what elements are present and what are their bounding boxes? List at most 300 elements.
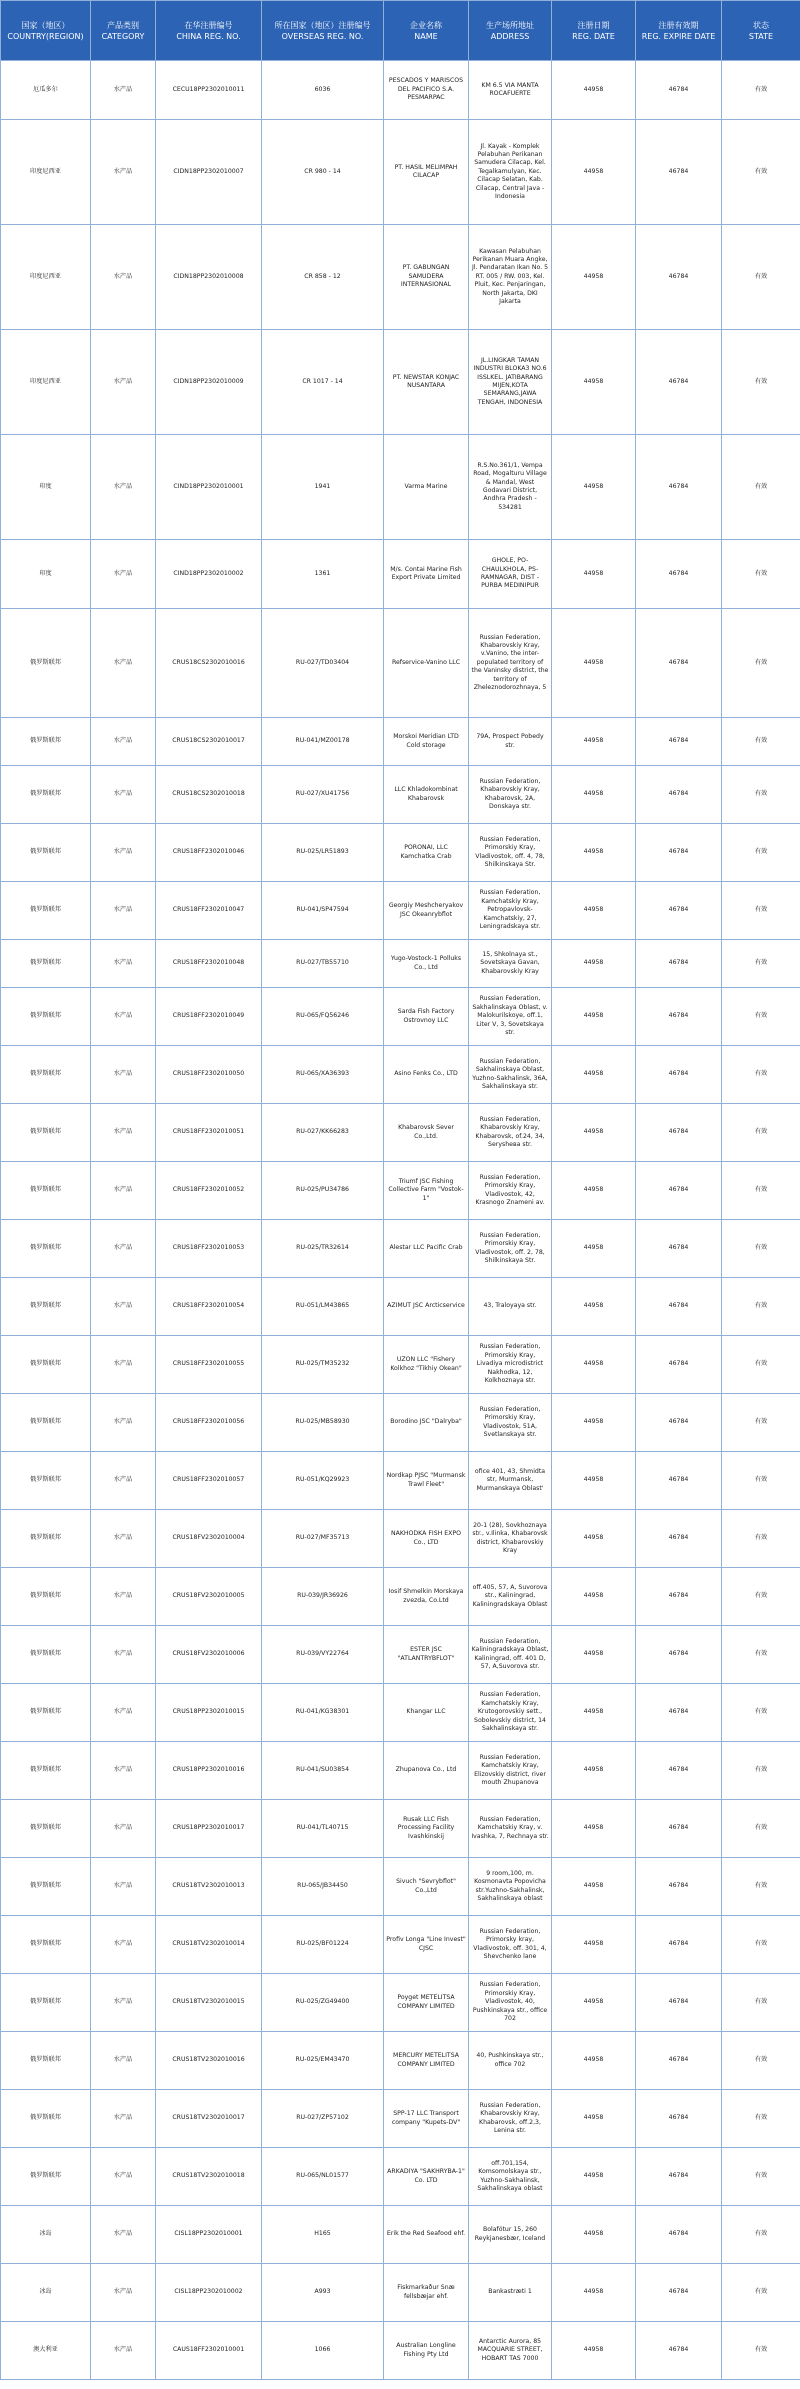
table-row bbox=[1, 1452, 800, 1510]
cell-expire-date: 46784 bbox=[636, 824, 722, 882]
cell-state: 有效 bbox=[722, 330, 800, 435]
cell-expire-date: 46784 bbox=[636, 61, 722, 120]
cell-name: M/s. Contai Marine Fish Export Private Limited bbox=[384, 540, 469, 609]
cell-reg-date: 44958 bbox=[552, 1626, 636, 1684]
cell-overseas-reg-no: RU-025/ZG49400 bbox=[262, 1974, 384, 2032]
cell-address: Russian Federation, Khabarovskiy Kray, Khabarovsk, of.24, 34, Seryshева str. bbox=[469, 1104, 552, 1162]
cell-category: 水产品 bbox=[91, 940, 156, 988]
cell-country: 俄罗斯联邦 bbox=[1, 1336, 91, 1394]
cell-name: Morskoi Meridian LTD Cold storage bbox=[384, 718, 469, 766]
table-row bbox=[1, 882, 800, 940]
cell-overseas-reg-no: 6036 bbox=[262, 61, 384, 120]
table-row bbox=[1, 2148, 800, 2206]
cell-name: NAKHODKA FISH EXPO Co., LTD bbox=[384, 1510, 469, 1568]
cell-china-reg-no: CRUS18FV2302010005 bbox=[156, 1568, 262, 1626]
cell-expire-date: 46784 bbox=[636, 2322, 722, 2380]
cell-country: 俄罗斯联邦 bbox=[1, 609, 91, 718]
cell-country: 印度 bbox=[1, 435, 91, 540]
cell-overseas-reg-no: 1066 bbox=[262, 2322, 384, 2380]
cell-china-reg-no: CRUS18FF2302010047 bbox=[156, 882, 262, 940]
cell-overseas-reg-no: RU-065/JB34450 bbox=[262, 1858, 384, 1916]
cell-overseas-reg-no: RU-051/KQ29923 bbox=[262, 1452, 384, 1510]
header-category-en: CATEGORY bbox=[101, 31, 145, 41]
cell-overseas-reg-no: 1941 bbox=[262, 435, 384, 540]
cell-country: 俄罗斯联邦 bbox=[1, 988, 91, 1046]
cell-address: Russian Federation, Primorsky kray, Vladivostok, off. 301, 4, Shevchenko lane bbox=[469, 1916, 552, 1974]
table-row bbox=[1, 1800, 800, 1858]
cell-overseas-reg-no: RU-065/XA36393 bbox=[262, 1046, 384, 1104]
cell-state: 有效 bbox=[722, 1104, 800, 1162]
cell-expire-date: 46784 bbox=[636, 1626, 722, 1684]
cell-country: 俄罗斯联邦 bbox=[1, 940, 91, 988]
cell-expire-date: 46784 bbox=[636, 1220, 722, 1278]
cell-reg-date: 44958 bbox=[552, 1104, 636, 1162]
cell-expire-date: 46784 bbox=[636, 1162, 722, 1220]
cell-country: 俄罗斯联邦 bbox=[1, 1742, 91, 1800]
cell-name: Alestar LLC Pacific Crab bbox=[384, 1220, 469, 1278]
cell-china-reg-no: CRUS18TV2302010014 bbox=[156, 1916, 262, 1974]
cell-overseas-reg-no: RU-041/SU03854 bbox=[262, 1742, 384, 1800]
cell-overseas-reg-no: CR 1017 - 14 bbox=[262, 330, 384, 435]
header-address bbox=[469, 1, 552, 61]
cell-country: 俄罗斯联邦 bbox=[1, 2090, 91, 2148]
cell-reg-date: 44958 bbox=[552, 2090, 636, 2148]
cell-overseas-reg-no: RU-025/MB58930 bbox=[262, 1394, 384, 1452]
cell-overseas-reg-no: RU-027/KK66283 bbox=[262, 1104, 384, 1162]
cell-expire-date: 46784 bbox=[636, 1742, 722, 1800]
cell-country: 俄罗斯联邦 bbox=[1, 1626, 91, 1684]
cell-category: 水产品 bbox=[91, 609, 156, 718]
cell-address: Russian Federation, Primorskiy Kray, Vladivostok, off. 2, 78, Shilkinskaya Str. bbox=[469, 1220, 552, 1278]
cell-name: PT. HASIL MELIMPAH CILACAP bbox=[384, 120, 469, 225]
cell-reg-date: 44958 bbox=[552, 1162, 636, 1220]
table-row bbox=[1, 988, 800, 1046]
cell-china-reg-no: CRUS18PP2302010015 bbox=[156, 1684, 262, 1742]
cell-reg-date: 44958 bbox=[552, 2148, 636, 2206]
cell-china-reg-no: CRUS18FV2302010006 bbox=[156, 1626, 262, 1684]
cell-address: Russian Federation, Primorskiy Kray, Vladivostok, 51A, Svetlanskaya str. bbox=[469, 1394, 552, 1452]
cell-expire-date: 46784 bbox=[636, 1510, 722, 1568]
cell-name: Erik the Red Seafood ehf. bbox=[384, 2206, 469, 2264]
cell-reg-date: 44958 bbox=[552, 1278, 636, 1336]
cell-state: 有效 bbox=[722, 1046, 800, 1104]
cell-name: Borodino JSC "Dalryba" bbox=[384, 1394, 469, 1452]
cell-overseas-reg-no: RU-027/ZP57102 bbox=[262, 2090, 384, 2148]
cell-address: Russian Federation, Khabarovskiy Kray, Khabarovsk, off.2,3, Lenina str. bbox=[469, 2090, 552, 2148]
cell-china-reg-no: CRUS18FF2302010056 bbox=[156, 1394, 262, 1452]
cell-address: 20-1 (28), Sovkhoznaya str., v.Ilinka, Khabarovsk district, Khabarovskiy Kray bbox=[469, 1510, 552, 1568]
cell-reg-date: 44958 bbox=[552, 540, 636, 609]
cell-category: 水产品 bbox=[91, 824, 156, 882]
cell-reg-date: 44958 bbox=[552, 435, 636, 540]
cell-reg-date: 44958 bbox=[552, 2032, 636, 2090]
cell-expire-date: 46784 bbox=[636, 1394, 722, 1452]
cell-state: 有效 bbox=[722, 1684, 800, 1742]
cell-address: Kawasan Pelabuhan Perikanan Muara Angke, Jl. Pendaratan Ikan No. 5 RT. 005 / RW. 003, Kel. Pluit, Kec. Penjaringan, North Jakarta, DKI Jakarta bbox=[469, 225, 552, 330]
cell-state: 有效 bbox=[722, 435, 800, 540]
cell-overseas-reg-no: RU-027/TD03404 bbox=[262, 609, 384, 718]
table-row bbox=[1, 2090, 800, 2148]
cell-china-reg-no: CRUS18FF2302010050 bbox=[156, 1046, 262, 1104]
table-row bbox=[1, 1742, 800, 1800]
cell-state: 有效 bbox=[722, 1452, 800, 1510]
cell-state: 有效 bbox=[722, 1220, 800, 1278]
cell-expire-date: 46784 bbox=[636, 1858, 722, 1916]
cell-address: ofice 401, 43, Shmidta str, Murmansk, Murmanskaya Oblast' bbox=[469, 1452, 552, 1510]
cell-expire-date: 46784 bbox=[636, 540, 722, 609]
header-state-en: STATE bbox=[748, 31, 774, 41]
cell-country: 厄瓜多尔 bbox=[1, 61, 91, 120]
table-row bbox=[1, 824, 800, 882]
cell-name: SPP-17 LLC Transport company "Kupets-DV" bbox=[384, 2090, 469, 2148]
cell-country: 澳大利亚 bbox=[1, 2322, 91, 2380]
cell-address: 40, Pushkinskaya str., office 702 bbox=[469, 2032, 552, 2090]
cell-country: 俄罗斯联邦 bbox=[1, 1162, 91, 1220]
cell-expire-date: 46784 bbox=[636, 1452, 722, 1510]
cell-address: Russian Federation, Primorskiy Kray, Vladivostok, 42, Krasnogo Znameni av. bbox=[469, 1162, 552, 1220]
cell-country: 俄罗斯联邦 bbox=[1, 882, 91, 940]
cell-name: Australian Longline Fishing Pty Ltd bbox=[384, 2322, 469, 2380]
cell-china-reg-no: CIDN18PP2302010008 bbox=[156, 225, 262, 330]
cell-country: 印度尼西亚 bbox=[1, 225, 91, 330]
cell-category: 水产品 bbox=[91, 1220, 156, 1278]
cell-country: 俄罗斯联邦 bbox=[1, 824, 91, 882]
cell-country: 俄罗斯联邦 bbox=[1, 1800, 91, 1858]
cell-category: 水产品 bbox=[91, 718, 156, 766]
cell-name: PT. GABUNGAN SAMUDERA INTERNASIONAL bbox=[384, 225, 469, 330]
cell-country: 俄罗斯联邦 bbox=[1, 1858, 91, 1916]
cell-country: 印度尼西亚 bbox=[1, 120, 91, 225]
cell-state: 有效 bbox=[722, 1800, 800, 1858]
cell-reg-date: 44958 bbox=[552, 1742, 636, 1800]
cell-address: KM 6.5 VIA MANTA ROCAFUERTE bbox=[469, 61, 552, 120]
cell-name: Iosif Shmelkin Morskaya zvezda, Co.Ltd bbox=[384, 1568, 469, 1626]
header-reg-date-cn: 注册日期 bbox=[577, 20, 610, 30]
cell-overseas-reg-no: RU-065/FQ56246 bbox=[262, 988, 384, 1046]
cell-address: 9 room,100, m. Kosmonavta Popovicha str.Yuzhno-Sakhalinsk, Sakhalinskaya oblast bbox=[469, 1858, 552, 1916]
cell-category: 水产品 bbox=[91, 2032, 156, 2090]
header-country-cn: 国家（地区） bbox=[21, 20, 70, 30]
cell-category: 水产品 bbox=[91, 61, 156, 120]
cell-expire-date: 46784 bbox=[636, 2032, 722, 2090]
cell-overseas-reg-no: A993 bbox=[262, 2264, 384, 2322]
header-china-reg-no-en: CHINA REG. NO. bbox=[176, 31, 241, 41]
cell-overseas-reg-no: RU-065/NL01577 bbox=[262, 2148, 384, 2206]
header-china-reg-no-cn: 在华注册编号 bbox=[184, 20, 233, 30]
cell-china-reg-no: CISL18PP2302010002 bbox=[156, 2264, 262, 2322]
cell-reg-date: 44958 bbox=[552, 718, 636, 766]
cell-name: Khangar LLC bbox=[384, 1684, 469, 1742]
cell-state: 有效 bbox=[722, 1394, 800, 1452]
cell-reg-date: 44958 bbox=[552, 609, 636, 718]
header-country-en: COUNTRY(REGION) bbox=[7, 31, 84, 41]
cell-reg-date: 44958 bbox=[552, 1336, 636, 1394]
cell-category: 水产品 bbox=[91, 2322, 156, 2380]
cell-reg-date: 44958 bbox=[552, 940, 636, 988]
cell-name: Triumf JSC Fishing Collective Farm "Vostok-1" bbox=[384, 1162, 469, 1220]
cell-address: Russian Federation, Sakhalinskaya Oblast, Yuzhno-Sakhalinsk, 36A, Sakhalinskaya str. bbox=[469, 1046, 552, 1104]
cell-reg-date: 44958 bbox=[552, 1046, 636, 1104]
cell-address: Russian Federation, Kamchatskiy Kray, Krutogorovskiy sett., Sobolevskiy district, 14 Sakhalinskaya str. bbox=[469, 1684, 552, 1742]
cell-reg-date: 44958 bbox=[552, 1684, 636, 1742]
cell-china-reg-no: CRUS18FF2302010057 bbox=[156, 1452, 262, 1510]
cell-country: 俄罗斯联邦 bbox=[1, 1916, 91, 1974]
cell-expire-date: 46784 bbox=[636, 1974, 722, 2032]
cell-expire-date: 46784 bbox=[636, 330, 722, 435]
header-name-en: NAME bbox=[414, 31, 438, 41]
cell-expire-date: 46784 bbox=[636, 2090, 722, 2148]
cell-name: PT. NEWSTAR KONJAC NUSANTARA bbox=[384, 330, 469, 435]
cell-name: Sivuch "Sevrybflot" Co.,Ltd bbox=[384, 1858, 469, 1916]
cell-state: 有效 bbox=[722, 2090, 800, 2148]
header-country bbox=[1, 1, 91, 61]
cell-category: 水产品 bbox=[91, 1394, 156, 1452]
cell-reg-date: 44958 bbox=[552, 1974, 636, 2032]
header-expire-date-en: REG. EXPIRE DATE bbox=[641, 31, 716, 41]
cell-china-reg-no: CRUS18TV2302010018 bbox=[156, 2148, 262, 2206]
cell-category: 水产品 bbox=[91, 1626, 156, 1684]
cell-reg-date: 44958 bbox=[552, 225, 636, 330]
table-row bbox=[1, 1684, 800, 1742]
table-row bbox=[1, 609, 800, 718]
table-row bbox=[1, 2264, 800, 2322]
cell-country: 俄罗斯联邦 bbox=[1, 1452, 91, 1510]
table-body bbox=[1, 61, 800, 2380]
cell-overseas-reg-no: RU-027/XU41756 bbox=[262, 766, 384, 824]
cell-category: 水产品 bbox=[91, 1452, 156, 1510]
cell-address: off.405, 57, A, Suvorova str., Kaliningrad, Kaliningradskaya Oblast bbox=[469, 1568, 552, 1626]
cell-reg-date: 44958 bbox=[552, 61, 636, 120]
cell-expire-date: 46784 bbox=[636, 609, 722, 718]
cell-expire-date: 46784 bbox=[636, 718, 722, 766]
cell-overseas-reg-no: RU-041/SP47594 bbox=[262, 882, 384, 940]
cell-category: 水产品 bbox=[91, 120, 156, 225]
cell-expire-date: 46784 bbox=[636, 225, 722, 330]
header-reg-date-en: REG. DATE bbox=[572, 31, 615, 41]
cell-category: 水产品 bbox=[91, 766, 156, 824]
cell-state: 有效 bbox=[722, 2206, 800, 2264]
cell-state: 有效 bbox=[722, 609, 800, 718]
table-row bbox=[1, 1046, 800, 1104]
cell-address: Russian Federation, Primorskiy Kray, Livadiya microdistrict Nakhodka, 12, Kolkhoznaya str. bbox=[469, 1336, 552, 1394]
header-name-cn: 企业名称 bbox=[410, 20, 442, 30]
cell-expire-date: 46784 bbox=[636, 2206, 722, 2264]
header-expire-date-cn: 注册有效期 bbox=[658, 20, 699, 30]
cell-overseas-reg-no: RU-051/LM43865 bbox=[262, 1278, 384, 1336]
cell-state: 有效 bbox=[722, 1974, 800, 2032]
cell-overseas-reg-no: RU-039/VY22764 bbox=[262, 1626, 384, 1684]
cell-reg-date: 44958 bbox=[552, 1568, 636, 1626]
cell-state: 有效 bbox=[722, 1278, 800, 1336]
cell-state: 有效 bbox=[722, 1626, 800, 1684]
cell-name: AZIMUT JSC Arcticservice bbox=[384, 1278, 469, 1336]
cell-overseas-reg-no: H165 bbox=[262, 2206, 384, 2264]
cell-reg-date: 44958 bbox=[552, 988, 636, 1046]
header-name bbox=[384, 1, 469, 61]
cell-name: ARKADIYA "SAKHRYBA-1" Co. LTD bbox=[384, 2148, 469, 2206]
cell-state: 有效 bbox=[722, 882, 800, 940]
cell-expire-date: 46784 bbox=[636, 2264, 722, 2322]
cell-country: 俄罗斯联邦 bbox=[1, 2148, 91, 2206]
cell-category: 水产品 bbox=[91, 1916, 156, 1974]
cell-state: 有效 bbox=[722, 940, 800, 988]
cell-address: Russian Federation, Kaliningradskaya Oblast, Kaliningrad, off. 401 D, 57, A,Suvorova str. bbox=[469, 1626, 552, 1684]
cell-name: Varma Marine bbox=[384, 435, 469, 540]
table-row bbox=[1, 1104, 800, 1162]
cell-china-reg-no: CRUS18FF2302010055 bbox=[156, 1336, 262, 1394]
cell-address: R.S.No.361/1, Vempa Road, Mogalturu Village & Mandal, West Godavari District, Andhra Pradesh - 534281 bbox=[469, 435, 552, 540]
table-row bbox=[1, 2322, 800, 2380]
cell-reg-date: 44958 bbox=[552, 1452, 636, 1510]
cell-name: Nordkap PJSC "Murmansk Trawl Fleet" bbox=[384, 1452, 469, 1510]
cell-state: 有效 bbox=[722, 2264, 800, 2322]
cell-china-reg-no: CRUS18FF2302010049 bbox=[156, 988, 262, 1046]
cell-expire-date: 46784 bbox=[636, 2148, 722, 2206]
header-state bbox=[722, 1, 800, 61]
cell-category: 水产品 bbox=[91, 540, 156, 609]
cell-address: Russian Federation, Kamchatskiy Kray, Petropavlovsk-Kamchatskiy, 27, Leningradskaya str. bbox=[469, 882, 552, 940]
cell-expire-date: 46784 bbox=[636, 1800, 722, 1858]
cell-state: 有效 bbox=[722, 1858, 800, 1916]
cell-category: 水产品 bbox=[91, 225, 156, 330]
cell-address: 15, Shkolnaya st., Sovetskaya Gavan, Khabarovskiy Kray bbox=[469, 940, 552, 988]
cell-reg-date: 44958 bbox=[552, 2206, 636, 2264]
cell-overseas-reg-no: RU-025/EM43470 bbox=[262, 2032, 384, 2090]
table-row bbox=[1, 1568, 800, 1626]
cell-expire-date: 46784 bbox=[636, 435, 722, 540]
header-row bbox=[1, 1, 800, 61]
table-row bbox=[1, 2206, 800, 2264]
cell-china-reg-no: CRUS18FF2302010046 bbox=[156, 824, 262, 882]
cell-state: 有效 bbox=[722, 2148, 800, 2206]
cell-name: Rusak LLC Fish Processing Facility Ivashkinskij bbox=[384, 1800, 469, 1858]
cell-overseas-reg-no: 1361 bbox=[262, 540, 384, 609]
cell-reg-date: 44958 bbox=[552, 824, 636, 882]
cell-reg-date: 44958 bbox=[552, 882, 636, 940]
cell-category: 水产品 bbox=[91, 330, 156, 435]
table-row bbox=[1, 1278, 800, 1336]
cell-china-reg-no: CECU18PP2302010011 bbox=[156, 61, 262, 120]
header-category-cn: 产品类别 bbox=[107, 20, 139, 30]
table-row bbox=[1, 225, 800, 330]
cell-expire-date: 46784 bbox=[636, 766, 722, 824]
cell-address: Antarctic Aurora, 85 MACQUARIE STREET, HOBART TAS 7000 bbox=[469, 2322, 552, 2380]
cell-category: 水产品 bbox=[91, 1278, 156, 1336]
table-row bbox=[1, 1162, 800, 1220]
table-row bbox=[1, 2032, 800, 2090]
table-row bbox=[1, 330, 800, 435]
table-row bbox=[1, 1858, 800, 1916]
header-reg-date bbox=[552, 1, 636, 61]
cell-china-reg-no: CIDN18PP2302010007 bbox=[156, 120, 262, 225]
cell-name: Fiskmarkaður Snæ fellsbæjar ehf. bbox=[384, 2264, 469, 2322]
cell-reg-date: 44958 bbox=[552, 766, 636, 824]
cell-china-reg-no: CISL18PP2302010001 bbox=[156, 2206, 262, 2264]
cell-category: 水产品 bbox=[91, 1742, 156, 1800]
cell-overseas-reg-no: CR 980 - 14 bbox=[262, 120, 384, 225]
cell-china-reg-no: CRUS18CS2302010017 bbox=[156, 718, 262, 766]
header-overseas-reg-no-en: OVERSEAS REG. NO. bbox=[281, 31, 364, 41]
cell-reg-date: 44958 bbox=[552, 1858, 636, 1916]
cell-address: Russian Federation, Khabarovskiy Kray, v.Vanino, the inter-populated territory of the Vaninsky district, the territory of Zheleznodorozhnaya, 5 bbox=[469, 609, 552, 718]
cell-reg-date: 44958 bbox=[552, 1394, 636, 1452]
cell-china-reg-no: CIDN18PP2302010009 bbox=[156, 330, 262, 435]
cell-expire-date: 46784 bbox=[636, 988, 722, 1046]
cell-overseas-reg-no: RU-027/TB55710 bbox=[262, 940, 384, 988]
cell-reg-date: 44958 bbox=[552, 1510, 636, 1568]
cell-expire-date: 46784 bbox=[636, 1684, 722, 1742]
cell-reg-date: 44958 bbox=[552, 1220, 636, 1278]
cell-state: 有效 bbox=[722, 1510, 800, 1568]
cell-address: Russian Federation, Sakhalinskaya Oblast, v. Malokurilskoye, off.1, Liter V, 3, Sovetskaya str. bbox=[469, 988, 552, 1046]
cell-category: 水产品 bbox=[91, 1684, 156, 1742]
table-row bbox=[1, 435, 800, 540]
cell-china-reg-no: CRUS18FF2302010052 bbox=[156, 1162, 262, 1220]
cell-country: 俄罗斯联邦 bbox=[1, 1684, 91, 1742]
table-row bbox=[1, 1626, 800, 1684]
cell-state: 有效 bbox=[722, 61, 800, 120]
cell-expire-date: 46784 bbox=[636, 1916, 722, 1974]
header-overseas-reg-no bbox=[262, 1, 384, 61]
cell-overseas-reg-no: RU-025/BF01224 bbox=[262, 1916, 384, 1974]
table-row bbox=[1, 1974, 800, 2032]
cell-expire-date: 46784 bbox=[636, 882, 722, 940]
table-row bbox=[1, 940, 800, 988]
cell-expire-date: 46784 bbox=[636, 1104, 722, 1162]
cell-address: Russian Federation, Primorskiy Kray, Vladivostok, 40, Pushkinskaya str., office 702 bbox=[469, 1974, 552, 2032]
cell-category: 水产品 bbox=[91, 2148, 156, 2206]
table-row bbox=[1, 718, 800, 766]
table-row bbox=[1, 120, 800, 225]
cell-category: 水产品 bbox=[91, 1510, 156, 1568]
cell-state: 有效 bbox=[722, 824, 800, 882]
table-header bbox=[1, 1, 800, 61]
cell-country: 冰岛 bbox=[1, 2206, 91, 2264]
cell-reg-date: 44958 bbox=[552, 2322, 636, 2380]
cell-china-reg-no: CRUS18FF2302010048 bbox=[156, 940, 262, 988]
cell-expire-date: 46784 bbox=[636, 1568, 722, 1626]
cell-overseas-reg-no: CR 858 - 12 bbox=[262, 225, 384, 330]
cell-country: 俄罗斯联邦 bbox=[1, 766, 91, 824]
table-row bbox=[1, 766, 800, 824]
cell-china-reg-no: CRUS18PP2302010017 bbox=[156, 1800, 262, 1858]
cell-category: 水产品 bbox=[91, 988, 156, 1046]
cell-country: 俄罗斯联邦 bbox=[1, 1510, 91, 1568]
cell-overseas-reg-no: RU-041/TL40715 bbox=[262, 1800, 384, 1858]
cell-country: 俄罗斯联邦 bbox=[1, 1278, 91, 1336]
cell-reg-date: 44958 bbox=[552, 2264, 636, 2322]
cell-address: Russian Federation, Kamchatskiy Kray, Elizovskiy district, river mouth Zhupanova bbox=[469, 1742, 552, 1800]
cell-china-reg-no: CRUS18FF2302010054 bbox=[156, 1278, 262, 1336]
cell-category: 水产品 bbox=[91, 1800, 156, 1858]
cell-name: Asino Fenks Co., LTD bbox=[384, 1046, 469, 1104]
cell-china-reg-no: CRUS18FV2302010004 bbox=[156, 1510, 262, 1568]
cell-overseas-reg-no: RU-027/MF35713 bbox=[262, 1510, 384, 1568]
cell-state: 有效 bbox=[722, 988, 800, 1046]
cell-country: 印度 bbox=[1, 540, 91, 609]
cell-china-reg-no: CRUS18FF2302010051 bbox=[156, 1104, 262, 1162]
cell-address: Jl. Kayak - Komplek Pelabuhan Perikanan Samudera Cilacap, Kel. Tegalkamulyan, Kec. Cilacap Selatan, Kab. Cilacap, Central Java - Indonesia bbox=[469, 120, 552, 225]
cell-address: 79A, Prospect Pobedy str. bbox=[469, 718, 552, 766]
cell-name: Profiv Longa "Line Invest" CJSC bbox=[384, 1916, 469, 1974]
cell-state: 有效 bbox=[722, 540, 800, 609]
cell-reg-date: 44958 bbox=[552, 120, 636, 225]
cell-name: Khabarovsk Sever Co.,Ltd. bbox=[384, 1104, 469, 1162]
cell-china-reg-no: CRUS18TV2302010016 bbox=[156, 2032, 262, 2090]
cell-name: PESCADOS Y MARISCOS DEL PACIFICO S.A. PESMARPAC bbox=[384, 61, 469, 120]
cell-state: 有效 bbox=[722, 1336, 800, 1394]
cell-category: 水产品 bbox=[91, 2206, 156, 2264]
